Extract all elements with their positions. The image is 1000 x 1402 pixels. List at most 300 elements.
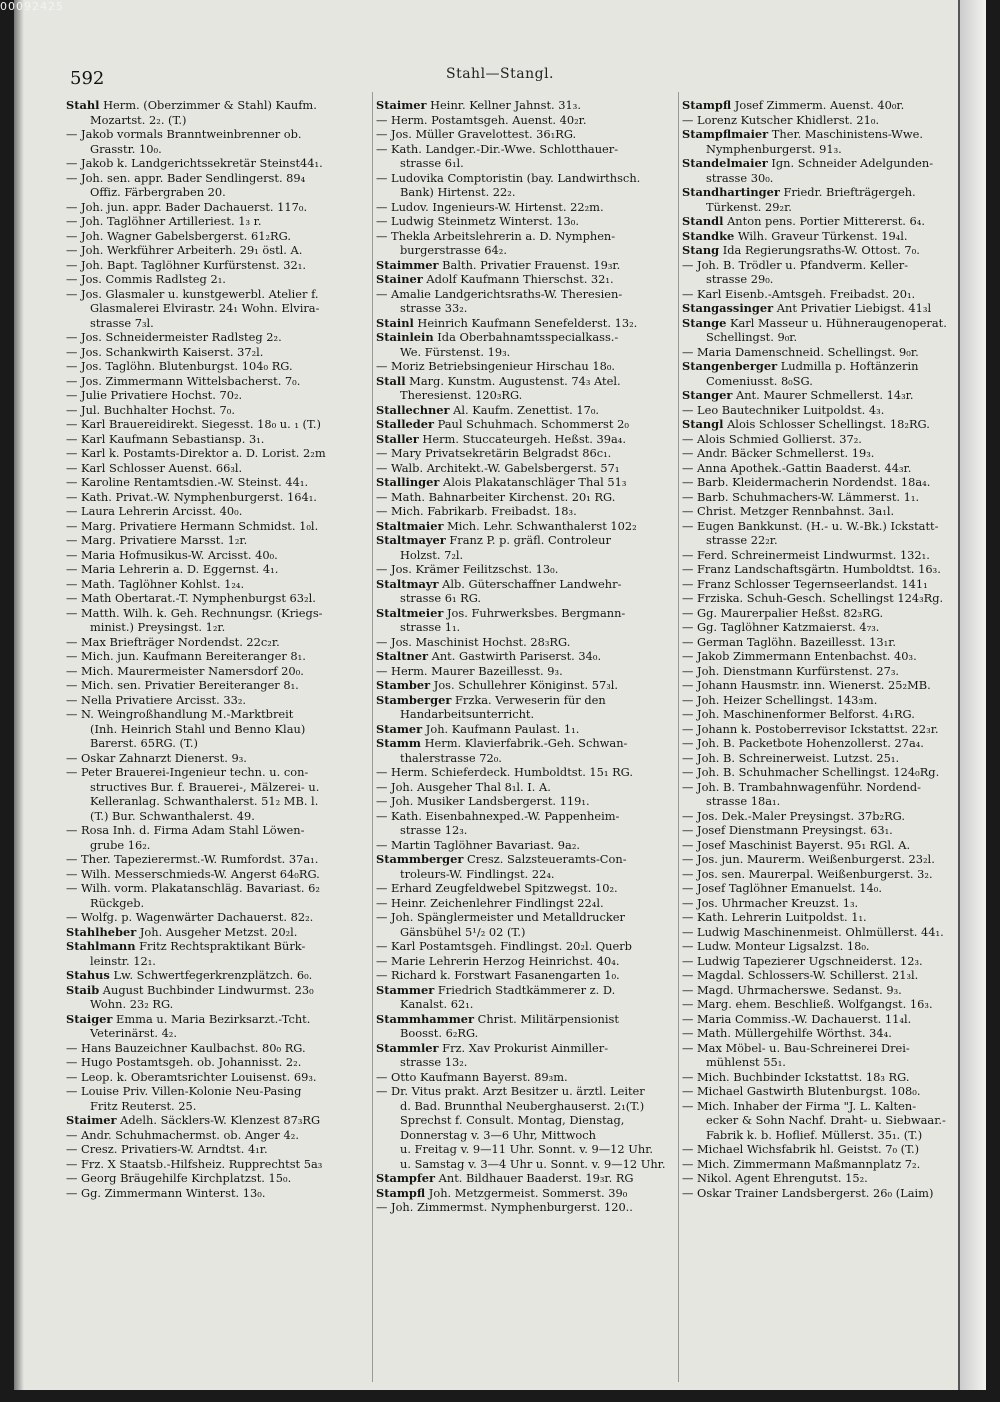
entry-line bbox=[376, 635, 676, 650]
entry-line bbox=[66, 548, 370, 563]
entry-text: — Mich. Zimmermann Maßmannplatz 7₂. bbox=[682, 1156, 921, 1171]
surname: Stahlheber bbox=[66, 924, 137, 939]
entry-line bbox=[376, 156, 676, 171]
surname: Stalleder bbox=[376, 417, 434, 431]
binding-shadow bbox=[14, 0, 24, 1390]
entry-text: — Frz. X Staatsb.-Hilfsheiz. Rupprechtst 5a₃ bbox=[66, 1156, 323, 1171]
entry-line bbox=[376, 838, 676, 853]
entry-text: — Gg. Taglöhner Katzmaierst. 4₇₃. bbox=[682, 620, 880, 634]
surname: Stamberger bbox=[376, 692, 452, 707]
entry-line bbox=[66, 258, 370, 273]
surname: Staltmaier bbox=[376, 518, 444, 533]
entry-line bbox=[376, 664, 676, 679]
entry-text: — Jakob k. Landgerichtssekretär Steinst44₁. bbox=[66, 156, 323, 170]
entry-line bbox=[682, 620, 964, 635]
entry-line bbox=[376, 548, 676, 563]
entry-line bbox=[376, 533, 676, 548]
entry-line bbox=[376, 446, 676, 461]
entry-text: Franz P. p. gräfl. Controleur bbox=[445, 533, 611, 547]
entry-line bbox=[682, 954, 964, 969]
entry-line bbox=[66, 1128, 370, 1143]
entry-line bbox=[376, 127, 676, 142]
entry-line bbox=[682, 200, 964, 215]
entry-text: strasse 30₀. bbox=[706, 170, 774, 185]
entry-text: Frz. Xav Prokurist Ainmiller- bbox=[438, 1040, 609, 1055]
entry-line bbox=[66, 142, 370, 157]
entry-text: Grasstr. 10₀. bbox=[90, 141, 162, 156]
entry-line bbox=[376, 809, 676, 824]
entry-line bbox=[66, 867, 370, 882]
running-head: Stahl—Stangl. bbox=[445, 66, 555, 82]
entry-text: Joh. Metzgermeist. Sommerst. 39₀ bbox=[425, 1185, 628, 1200]
entry-text: — Math. Müllergehilfe Wörthst. 34₄. bbox=[682, 1026, 892, 1040]
entry-text: — Cresz. Privatiers-W. Arndtst. 4₁r. bbox=[66, 1142, 268, 1156]
entry-line bbox=[66, 635, 370, 650]
entry-text: — Joh. jun. appr. Bader Dachauerst. 117₀. bbox=[66, 199, 308, 214]
surname: Stang bbox=[682, 243, 720, 257]
entry-text: — Johann k. Postoberrevisor Ickstattst. 22₃r. bbox=[682, 721, 939, 736]
entry-text: Karl Masseur u. Hühneraugenoperat. bbox=[726, 315, 947, 330]
entry-text: — Erhard Zeugfeldwebel Spitzwegst. 10₂. bbox=[376, 881, 618, 895]
entry-line bbox=[66, 809, 370, 824]
entry-text: Fritz Rechtspraktikant Bürk- bbox=[135, 939, 306, 953]
entry-text: — Wilh. Messerschmieds-W. Angerst 64₀RG. bbox=[66, 866, 320, 881]
entry-text: — Joh. Spänglermeister und Metalldrucker bbox=[376, 910, 625, 924]
entry-text: Alois Plakatanschläger Thal 51₃ bbox=[439, 475, 627, 489]
entry-line bbox=[376, 229, 676, 244]
entry-text: Al. Kaufm. Zenettist. 17₀. bbox=[449, 402, 600, 417]
entry-line bbox=[682, 707, 964, 722]
entry-line bbox=[66, 1186, 370, 1201]
entry-text: u. Freitag v. 9—11 Uhr. Sonnt. v. 9—12 Uhr. bbox=[400, 1142, 654, 1156]
entry-text: — Andr. Bäcker Schmellerst. 19₃. bbox=[682, 446, 875, 460]
entry-line bbox=[682, 98, 964, 113]
surname: Stamm bbox=[376, 736, 421, 750]
entry-text: — Herm. Maurer Bazeillesst. 9₃. bbox=[376, 663, 563, 678]
entry-text: — Martin Taglöhner Bavariast. 9a₂. bbox=[376, 837, 581, 852]
entry-line bbox=[682, 1026, 964, 1041]
entry-line bbox=[66, 1157, 370, 1172]
entry-text: — Matth. Wilh. k. Geh. Rechnungsr. (Kriegs- bbox=[66, 605, 323, 620]
entry-line bbox=[66, 1026, 370, 1041]
entry-line bbox=[376, 345, 676, 360]
entry-line bbox=[66, 765, 370, 780]
entry-line bbox=[682, 214, 964, 229]
entry-text: — Max Briefträger Nordendst. 22c₂r. bbox=[66, 634, 280, 649]
entry-line bbox=[66, 316, 370, 331]
entry-text: Herm. Klavierfabrik.-Geh. Schwan- bbox=[420, 736, 628, 750]
entry-line bbox=[376, 1200, 676, 1215]
entry-line bbox=[682, 127, 964, 142]
entry-line bbox=[682, 591, 964, 606]
entry-text: — Thekla Arbeitslehrerin a. D. Nymphen- bbox=[376, 228, 616, 243]
entry-line bbox=[682, 736, 964, 751]
entry-text: — Eugen Bankkunst. (H.- u. W.-Bk.) Ickstatt- bbox=[682, 518, 939, 533]
entry-line bbox=[376, 751, 676, 766]
entry-line bbox=[66, 968, 370, 983]
entry-text: — Wolfg. p. Wagenwärter Dachauerst. 82₂. bbox=[66, 910, 314, 924]
entry-line bbox=[376, 968, 676, 983]
entry-line bbox=[682, 548, 964, 563]
entry-text: — Josef Taglöhner Emanuelst. 14₀. bbox=[682, 881, 882, 895]
entry-text: — Ludwig Steinmetz Winterst. 13₀. bbox=[376, 214, 579, 228]
entry-line bbox=[682, 403, 964, 418]
surname: Standelmaier bbox=[682, 156, 768, 170]
entry-text: Balth. Privatier Frauenst. 19₃r. bbox=[438, 257, 621, 272]
entry-text: — Magd. Uhrmacherswe. Sedanst. 9₃. bbox=[682, 982, 902, 997]
entry-text: — Joh. Maschinenformer Belforst. 4₁RG. bbox=[682, 707, 915, 721]
entry-line bbox=[682, 1055, 964, 1070]
entry-line bbox=[66, 490, 370, 505]
entry-line bbox=[376, 983, 676, 998]
entry-line bbox=[682, 229, 964, 244]
entry-text: — Kath. Privat.-W. Nymphenburgerst. 164₁. bbox=[66, 489, 317, 504]
entry-text: — Dr. Vitus prakt. Arzt Besitzer u. ärztl. Leiter bbox=[376, 1084, 645, 1098]
entry-line bbox=[376, 388, 676, 403]
entry-line bbox=[66, 881, 370, 896]
entry-text: — Johann Hausmstr. inn. Wienerst. 25₂MB. bbox=[682, 678, 931, 692]
entry-text: — Moriz Betriebsingenieur Hirschau 18₀. bbox=[376, 359, 616, 373]
entry-line bbox=[376, 142, 676, 157]
entry-text: Mozartst. 2₂. (T.) bbox=[90, 112, 187, 127]
entry-line bbox=[376, 765, 676, 780]
entry-line bbox=[66, 214, 370, 229]
entry-text: Ida Oberbahnamtsspecialkass.- bbox=[433, 330, 619, 344]
entry-line bbox=[682, 142, 964, 157]
entry-text: — Joh. Zimmermst. Nymphenburgerst. 120.. bbox=[376, 1200, 633, 1214]
entry-text: — Louise Priv. Villen-Kolonie Neu-Pasing bbox=[66, 1084, 302, 1098]
entry-text: — Ludwig Tapezierer Ugschneiderst. 12₃. bbox=[682, 953, 923, 968]
entry-text: strasse 29₀. bbox=[706, 272, 774, 286]
entry-line bbox=[66, 417, 370, 432]
entry-line bbox=[66, 446, 370, 461]
entry-text: leinstr. 12₁. bbox=[90, 953, 156, 968]
entry-line bbox=[682, 490, 964, 505]
entry-text: — Joh. B. Schreinerweist. Lutzst. 25₁. bbox=[682, 750, 900, 765]
entry-text: — Kath. Lehrerin Luitpoldst. 1₁. bbox=[682, 910, 867, 924]
page-number: 592 bbox=[70, 68, 105, 89]
entry-line bbox=[682, 330, 964, 345]
entry-line bbox=[376, 98, 676, 113]
entry-text: Fritz Reuterst. 25. bbox=[90, 1098, 197, 1113]
entry-text: — Michael Wichsfabrik hl. Geistst. 7₀ (T.) bbox=[682, 1142, 920, 1156]
entry-text: Bank) Hirtenst. 22₂. bbox=[400, 185, 516, 199]
entry-line bbox=[376, 577, 676, 592]
entry-line bbox=[376, 403, 676, 418]
surname: Staltner bbox=[376, 649, 428, 663]
entry-text: — Lorenz Kutscher Khidlerst. 21₀. bbox=[682, 112, 880, 127]
entry-text: Emma u. Maria Bezirksarzt.-Tcht. bbox=[112, 1011, 311, 1026]
surname: Stainl bbox=[376, 315, 414, 330]
surname: Stammhammer bbox=[376, 1011, 474, 1026]
entry-text: Anton pens. Portier Mittererst. 6₄. bbox=[723, 214, 925, 228]
entry-text: — Franz Landschaftsgärtn. Humboldtst. 16₃. bbox=[682, 562, 941, 576]
surname: Stampflmaier bbox=[682, 127, 769, 141]
entry-text: — Frziska. Schuh-Gesch. Schellingst 124₃Rg. bbox=[682, 591, 944, 605]
entry-text: thalerstrasse 72₀. bbox=[400, 750, 502, 765]
entry-text: (Inh. Heinrich Stahl und Benno Klau) bbox=[90, 721, 306, 736]
entry-text: burgerstrasse 64₂. bbox=[400, 243, 507, 257]
entry-line bbox=[682, 794, 964, 809]
entry-text: — Jos. Commis Radlsteg 2₁. bbox=[66, 272, 226, 286]
entry-line bbox=[682, 910, 964, 925]
entry-line bbox=[66, 751, 370, 766]
entry-line bbox=[376, 1041, 676, 1056]
entry-line bbox=[66, 330, 370, 345]
entry-line bbox=[682, 446, 964, 461]
entry-text: Mich. Lehr. Schwanthalerst 102₂ bbox=[443, 518, 637, 533]
surname: Stangenberger bbox=[682, 359, 778, 373]
entry-text: — German Taglöhn. Bazeillesst. 13₁r. bbox=[682, 634, 897, 649]
entry-text: Heinrich Kaufmann Senefelderst. 13₂. bbox=[413, 315, 638, 330]
entry-line bbox=[682, 968, 964, 983]
entry-text: — Heinr. Zeichenlehrer Findlingst 22₄l. bbox=[376, 895, 604, 910]
entry-text: Glasmalerei Elvirastr. 24₁ Wohn. Elvira- bbox=[90, 301, 320, 315]
entry-line bbox=[376, 562, 676, 577]
entry-text: grube 16₂. bbox=[90, 837, 151, 852]
entry-text: — Joh. Musiker Landsbergerst. 119₁. bbox=[376, 794, 590, 808]
entry-line bbox=[66, 127, 370, 142]
entry-line bbox=[66, 925, 370, 940]
entry-text: — Maria Hofmusikus-W. Arcisst. 40₀. bbox=[66, 547, 278, 562]
surname: Staltmayr bbox=[376, 576, 439, 591]
entry-text: — Jos. jun. Maurerm. Weißenburgerst. 23₂l. bbox=[682, 852, 935, 866]
surname: Staiger bbox=[66, 1011, 113, 1026]
entry-line bbox=[682, 258, 964, 273]
entry-text: — Jos. sen. Maurerpal. Weißenburgerst. 3₂. bbox=[682, 866, 933, 881]
directory-page bbox=[14, 0, 986, 1390]
entry-line bbox=[682, 1099, 964, 1114]
entry-text: — Math. Taglöhner Kohlst. 1₂₄. bbox=[66, 576, 245, 591]
entry-line bbox=[66, 504, 370, 519]
entry-line bbox=[66, 780, 370, 795]
entry-text: — Maria Commiss.-W. Dachauerst. 11₄l. bbox=[682, 1011, 912, 1026]
entry-line bbox=[682, 461, 964, 476]
entry-text: Herm. (Oberzimmer & Stahl) Kaufm. bbox=[99, 98, 317, 112]
entry-line bbox=[376, 432, 676, 447]
entry-line bbox=[682, 156, 964, 171]
entry-text: Veterinärst. 4₂. bbox=[90, 1026, 177, 1040]
entry-text: — Joh. Heizer Schellingst. 143₃m. bbox=[682, 692, 878, 707]
entry-line bbox=[66, 229, 370, 244]
entry-line bbox=[682, 287, 964, 302]
surname: Stange bbox=[682, 315, 727, 330]
entry-line bbox=[66, 1070, 370, 1085]
entry-line bbox=[66, 1142, 370, 1157]
entry-line bbox=[376, 258, 676, 273]
entry-line bbox=[66, 1113, 370, 1128]
entry-line bbox=[682, 519, 964, 534]
entry-line bbox=[376, 780, 676, 795]
entry-line bbox=[376, 693, 676, 708]
entry-text: Kanalst. 62₁. bbox=[400, 997, 474, 1011]
entry-line bbox=[66, 954, 370, 969]
entry-line bbox=[376, 504, 676, 519]
entry-text: — Walb. Architekt.-W. Gabelsbergerst. 57₁ bbox=[376, 460, 620, 475]
entry-text: — Joh. Bapt. Taglöhner Kurfürstenst. 32₁. bbox=[66, 257, 306, 272]
entry-text: Fabrik k. b. Hoflief. Müllerst. 35₁. (T.) bbox=[706, 1127, 923, 1142]
entry-text: Paul Schuhmach. Schommerst 2₀ bbox=[433, 417, 629, 431]
entry-line bbox=[376, 707, 676, 722]
entry-text: — Ludw. Monteur Ligsalzst. 18₀. bbox=[682, 939, 870, 953]
entry-line bbox=[66, 910, 370, 925]
entry-line bbox=[66, 693, 370, 708]
entry-text: We. Fürstenst. 19₃. bbox=[400, 344, 511, 359]
entry-line bbox=[376, 1157, 676, 1172]
entry-text: Christ. Militärpensionist bbox=[474, 1011, 619, 1026]
entry-text: — Jos. Müller Gravelottest. 36₁RG. bbox=[376, 127, 577, 141]
entry-text: — Barb. Schuhmachers-W. Lämmerst. 1₁. bbox=[682, 489, 920, 504]
entry-line bbox=[376, 954, 676, 969]
entry-line bbox=[66, 736, 370, 751]
entry-text: — Nella Privatiere Arcisst. 33₂. bbox=[66, 692, 247, 707]
entry-line bbox=[682, 896, 964, 911]
entry-text: — Joh. Wagner Gabelsbergerst. 61₂RG. bbox=[66, 228, 291, 243]
entry-text: — Jos. Schankwirth Kaiserst. 37₂l. bbox=[66, 344, 264, 359]
entry-line bbox=[682, 1041, 964, 1056]
entry-text: — Magdal. Schlossers-W. Schillerst. 21₃l. bbox=[682, 968, 919, 982]
entry-text: Ant. Bildhauer Baaderst. 19₃r. RG bbox=[435, 1171, 634, 1185]
entry-line bbox=[66, 403, 370, 418]
entry-line bbox=[376, 1026, 676, 1041]
entry-line bbox=[66, 852, 370, 867]
entry-line bbox=[682, 649, 964, 664]
entry-line bbox=[682, 388, 964, 403]
entry-line bbox=[66, 562, 370, 577]
entry-text: Joh. Ausgeher Metzst. 20₂l. bbox=[136, 924, 298, 939]
entry-text: — Jos. Glasmaler u. kunstgewerbl. Atelier f. bbox=[66, 286, 319, 301]
entry-text: Donnerstag v. 3—6 Uhr, Mittwoch bbox=[400, 1127, 596, 1142]
entry-line bbox=[682, 606, 964, 621]
entry-text: strasse 12₃. bbox=[400, 823, 468, 837]
entry-text: — Ther. Tapezierermst.-W. Rumfordst. 37a₁. bbox=[66, 852, 319, 866]
entry-line bbox=[682, 939, 964, 954]
entry-text: — Rosa Inh. d. Firma Adam Stahl Löwen- bbox=[66, 823, 305, 837]
entry-text: — Jos. Taglöhn. Blutenburgst. 104₀ RG. bbox=[66, 359, 293, 373]
surname: Stainlein bbox=[376, 330, 434, 344]
surname: Stammer bbox=[376, 982, 435, 997]
entry-line bbox=[376, 1113, 676, 1128]
entry-line bbox=[376, 939, 676, 954]
entry-text: Rückgeb. bbox=[90, 895, 145, 910]
entry-line bbox=[376, 896, 676, 911]
surname: Stallinger bbox=[376, 475, 440, 489]
entry-text: — Mich. jun. Kaufmann Bereiteranger 8₁. bbox=[66, 649, 306, 663]
entry-line bbox=[682, 577, 964, 592]
entry-line bbox=[376, 1070, 676, 1085]
entry-text: strasse 6₁ RG. bbox=[400, 591, 482, 605]
entry-text: — Nikol. Agent Ehrengutst. 15₂. bbox=[682, 1171, 868, 1185]
entry-line bbox=[682, 504, 964, 519]
surname: Staltmayer bbox=[376, 533, 446, 547]
entry-text: Handarbeitsunterricht. bbox=[400, 707, 535, 721]
surname: Stall bbox=[376, 373, 406, 388]
entry-text: — Mich. Inhaber der Firma "J. L. Kalten- bbox=[682, 1098, 917, 1113]
entry-text: Frzka. Verweserin für den bbox=[451, 692, 606, 707]
entry-line bbox=[376, 301, 676, 316]
entry-line bbox=[66, 374, 370, 389]
entry-text: d. Bad. Brunnthal Neuberghauserst. 2₁(T.) bbox=[400, 1098, 645, 1113]
entry-text: Josef Zimmerm. Auenst. 40₀r. bbox=[731, 98, 905, 112]
entry-line bbox=[682, 1171, 964, 1186]
entry-text: — Herm. Postamtsgeh. Auenst. 40₂r. bbox=[376, 112, 587, 127]
entry-text: — Jos. Schneidermeister Radlsteg 2₂. bbox=[66, 330, 282, 344]
entry-text: Theresienst. 120₃RG. bbox=[400, 388, 523, 402]
entry-text: — Otto Kaufmann Bayerst. 89₃m. bbox=[376, 1069, 568, 1084]
entry-text: — Andr. Schuhmachermst. ob. Anger 4₂. bbox=[66, 1127, 299, 1142]
entry-text: — Jos. Uhrmacher Kreuzst. 1₃. bbox=[682, 895, 859, 910]
entry-text: — Josef Maschinist Bayerst. 95₁ RGl. A. bbox=[682, 837, 911, 852]
entry-line bbox=[682, 852, 964, 867]
entry-text: — Gg. Zimmermann Winterst. 13₀. bbox=[66, 1185, 266, 1200]
entry-line bbox=[376, 1084, 676, 1099]
entry-text: — Kath. Eisenbahnexped.-W. Pappenheim- bbox=[376, 808, 620, 823]
entry-text: — Joh. sen. appr. Bader Sendlingerst. 89₄ bbox=[66, 170, 306, 185]
entry-line bbox=[66, 156, 370, 171]
entry-text: Adelh. Säcklers-W. Klenzest 87₃RG bbox=[116, 1113, 321, 1127]
entry-line bbox=[682, 838, 964, 853]
entry-line bbox=[66, 475, 370, 490]
entry-text: Barerst. 65RG. (T.) bbox=[90, 736, 198, 750]
entry-line bbox=[682, 359, 964, 374]
entry-line bbox=[376, 1099, 676, 1114]
entry-text: — Joh. Dienstmann Kurfürstenst. 27₃. bbox=[682, 663, 900, 678]
entry-text: — Karl Postamtsgeh. Findlingst. 20₂l. Querb bbox=[376, 939, 632, 953]
entry-line bbox=[66, 620, 370, 635]
entry-line bbox=[682, 881, 964, 896]
entry-line bbox=[66, 1055, 370, 1070]
entry-line bbox=[66, 272, 370, 287]
entry-line bbox=[376, 171, 676, 186]
entry-text: u. Samstag v. 3—4 Uhr u. Sonnt. v. 9—12 Uhr. bbox=[400, 1156, 666, 1171]
surname: Staller bbox=[376, 431, 419, 446]
entry-line bbox=[66, 678, 370, 693]
entry-text: — Karl Kaufmann Sebastiansp. 3₁. bbox=[66, 431, 265, 446]
entry-text: — Georg Bräugehilfe Kirchplatzst. 15₀. bbox=[66, 1171, 292, 1185]
entry-text: — Math Obertarat.-T. Nymphenburgst 63₂l. bbox=[66, 591, 316, 605]
surname: Stampfer bbox=[376, 1171, 436, 1185]
entry-text: — Karoline Rentamtsdien.-W. Steinst. 44₁. bbox=[66, 475, 309, 489]
entry-text: — Ferd. Schreinermeist Lindwurmst. 132₁. bbox=[682, 547, 930, 562]
entry-text: — Joh. Taglöhner Artilleriest. 1₃ r. bbox=[66, 214, 262, 228]
column-3 bbox=[682, 98, 964, 1200]
surname: Stammler bbox=[376, 1040, 439, 1055]
entry-line bbox=[66, 939, 370, 954]
entry-line bbox=[376, 359, 676, 374]
entry-text: Sprechst f. Consult. Montag, Dienstag, bbox=[400, 1113, 625, 1127]
entry-line bbox=[682, 823, 964, 838]
entry-line bbox=[682, 780, 964, 795]
entry-line bbox=[376, 1128, 676, 1143]
entry-line bbox=[66, 301, 370, 316]
entry-text: strasse 7₃l. bbox=[90, 315, 154, 330]
entry-text: ecker & Sohn Nachf. Draht- u. Siebwaar.- bbox=[706, 1113, 946, 1127]
entry-text: — Jakob Zimmermann Entenbachst. 40₃. bbox=[682, 649, 917, 663]
entry-line bbox=[682, 1012, 964, 1027]
entry-text: Ludmilla p. Hoftänzerin bbox=[777, 359, 919, 373]
entry-text: — Amalie Landgerichtsraths-W. Theresien- bbox=[376, 286, 623, 301]
entry-text: — Herm. Schieferdeck. Humboldtst. 15₁ RG. bbox=[376, 765, 634, 779]
entry-text: — Mich. sen. Privatier Bereiteranger 8₁. bbox=[66, 678, 299, 692]
entry-text: — Ludov. Ingenieurs-W. Hirtenst. 22₂m. bbox=[376, 199, 604, 214]
entry-line bbox=[682, 243, 964, 258]
entry-text: — Jakob vormals Branntweinbrenner ob. bbox=[66, 127, 302, 141]
entry-text: Türkenst. 29₂r. bbox=[706, 199, 792, 214]
entry-text: August Buchbinder Lindwurmst. 23₀ bbox=[99, 982, 314, 997]
surname: Standke bbox=[682, 228, 735, 243]
entry-line bbox=[682, 693, 964, 708]
entry-text: — N. Weingroßhandlung M.-Marktbreit bbox=[66, 707, 294, 721]
